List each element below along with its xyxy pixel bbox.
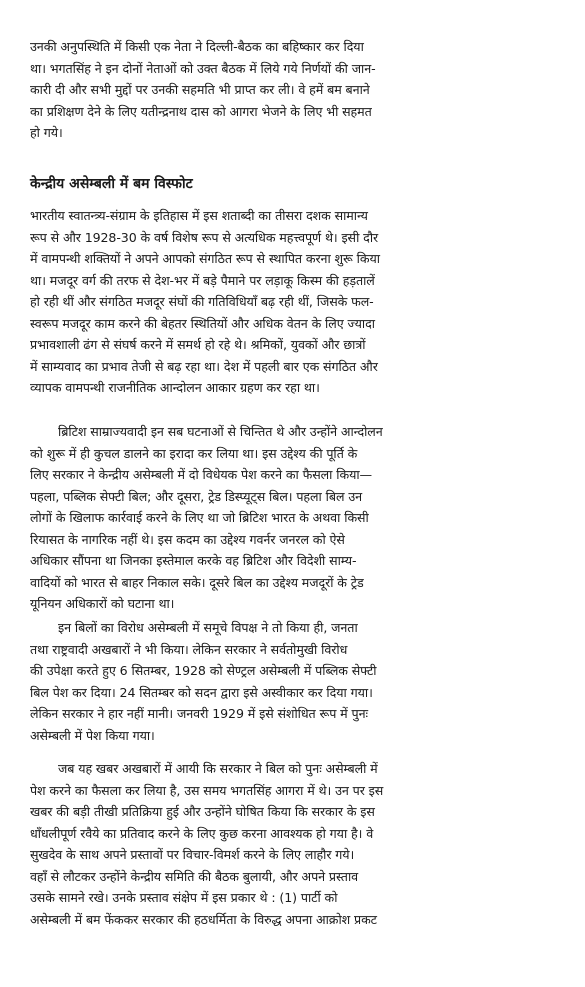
text-line: उनकी अनुपस्थिति में किसी एक नेता ने दिल्ली-बैठक का बहिष्कार कर दिया xyxy=(30,39,364,54)
text-line: ब्रिटिश साम्राज्यवादी इन सब घटनाओं से चिन्तित थे और उन्होंने आन्दोलन xyxy=(58,424,383,439)
text-line: वादियों को भारत से बाहर निकाल सके। दूसरे बिल का उद्देश्य मजदूरों के ट्रेड xyxy=(30,574,364,590)
text-line: में साम्यवाद का प्रभाव तेजी से बढ़ रहा था। देश में पहली बार एक संगठित और xyxy=(30,358,378,374)
text-line: असेम्बली में बम फेंककर सरकार की हठधर्मिता के विरुद्ध अपना आक्रोश प्रकट xyxy=(30,911,377,927)
text-line: व्यापक वामपन्थी राजनीतिक आन्दोलन आकार ग्रहण कर रहा था। xyxy=(30,380,320,395)
text-line: हो गये। xyxy=(30,125,63,140)
text-line: था। भगतसिंह ने इन दोनों नेताओं को उक्त बैठक में लिये गये निर्णयों की जान- xyxy=(30,60,376,76)
text-line: लेकिन सरकार ने हार नहीं मानी। जनवरी 1929 में इसे संशोधित रूप में पुनः xyxy=(30,706,369,721)
paragraph-1 xyxy=(30,205,550,399)
text-line: कारी दी और सभी मुद्दों पर उनकी सहमति भी प्राप्त कर ली। वे हमें बम बनाने xyxy=(30,82,370,97)
text-line: लोगों के खिलाफ कार्रवाई करने के लिए था जो ब्रिटिश भारत के अथवा किसी xyxy=(30,510,369,525)
section-heading: केन्द्रीय असेम्बली में बम विस्फोट xyxy=(30,176,193,192)
text-line: तथा राष्ट्रवादी अखबारों ने भी किया। लेकिन सरकार ने सर्वतोमुखी विरोध xyxy=(30,641,348,657)
text-line: धाँधलीपूर्ण रवैये का प्रतिवाद करने के लिए कुछ करना आवश्यक हो गया है। वे xyxy=(30,825,374,841)
text-line: असेम्बली में पेश किया गया। xyxy=(30,727,155,743)
text-line: उसके सामने रखे। उनके प्रस्ताव संक्षेप में इस प्रकार थे : (1) पार्टी को xyxy=(30,890,338,905)
text-line: में वामपन्थी शक्तियों ने अपने आपको संगठित रूप से स्थापित करना शुरू किया xyxy=(30,251,380,266)
text-line: बिल पेश कर दिया। 24 सितम्बर को सदन द्वारा इसे अस्वीकार कर दिया गया। xyxy=(30,684,373,700)
text-line: था। मजदूर वर्ग की तरफ से देश-भर में बड़े पैमाने पर लड़ाकू किस्म की हड़तालें xyxy=(30,272,375,288)
text-line: का प्रशिक्षण देने के लिए यतीन्द्रनाथ दास को आगरा भेजने के लिए भी सहमत xyxy=(30,103,372,119)
text-line: यूनियन अधिकारों को घटाना था। xyxy=(30,596,175,611)
text-line: को शुरू में ही कुचल डालने का इरादा कर लिया था। इस उद्देश्य की पूर्ति के xyxy=(30,445,358,461)
text-line: जब यह खबर अखबारों में आयी कि सरकार ने बिल को पुनः असेम्बली में xyxy=(58,761,378,776)
text-line: की उपेक्षा करते हुए 6 सितम्बर, 1928 को सेण्ट्रल असेम्बली में पब्लिक सेफ्टी xyxy=(30,663,377,678)
text-line: अधिकार सौंपना था जिनका इस्तेमाल करके वह ब्रिटिश और विदेशी साम्य- xyxy=(30,553,357,568)
text-line: भारतीय स्वातन्त्र्य-संग्राम के इतिहास में इस शताब्दी का तीसरा दशक सामान्य xyxy=(30,208,368,223)
text-line: इन बिलों का विरोध असेम्बली में समूचे विपक्ष ने तो किया ही, जनता xyxy=(58,620,358,635)
text-line: हो रही थीं और संगठित मजदूर संघों की गतिविधियाँ बढ़ रही थीं, जिसके फल- xyxy=(30,294,374,309)
text-line: सुखदेव के साथ अपने प्रस्तावों पर विचार-विमर्श करने के लिए लाहौर गये। xyxy=(30,847,355,862)
paragraph-2 xyxy=(30,421,550,615)
text-line: रियासत के नागरिक नहीं थे। इस कदम का उद्देश्य गवर्नर जनरल को ऐसे xyxy=(30,531,345,547)
text-line: पहला, पब्लिक सेफ्टी बिल; और दूसरा, ट्रेड डिस्प्यूट्स बिल। पहला बिल उन xyxy=(30,488,363,504)
text-line: लिए सरकार ने केन्द्रीय असेम्बली में दो विधेयक पेश करने का फैसला किया— xyxy=(30,467,373,482)
text-line: खबर की बड़ी तीखी प्रतिक्रिया हुई और उन्होंने घोषित किया कि सरकार के इस xyxy=(30,804,375,819)
text-line: रूप से और 1928-30 के वर्ष विशेष रूप से अत्यधिक महत्त्वपूर्ण थे। इसी दौर xyxy=(30,229,379,245)
intro-paragraph xyxy=(30,36,550,144)
text-line: वहाँ से लौटकर उन्होंने केन्द्रीय समिति की बैठक बुलायी, और अपने प्रस्ताव xyxy=(30,868,359,884)
text-line: पेश करने का फैसला कर लिया है, उस समय भगतसिंह आगरा में थे। उन पर इस xyxy=(30,782,384,798)
text-line: प्रभावशाली ढंग से संघर्ष करने में समर्थ हो रहे थे। श्रमिकों, युवकों और छात्रों xyxy=(30,337,366,352)
paragraph-3 xyxy=(30,617,550,746)
text-line: स्वरूप मजदूर काम करने की बेहतर स्थितियों और अधिक वेतन के लिए ज्यादा xyxy=(30,315,375,331)
paragraph-4 xyxy=(30,758,550,930)
